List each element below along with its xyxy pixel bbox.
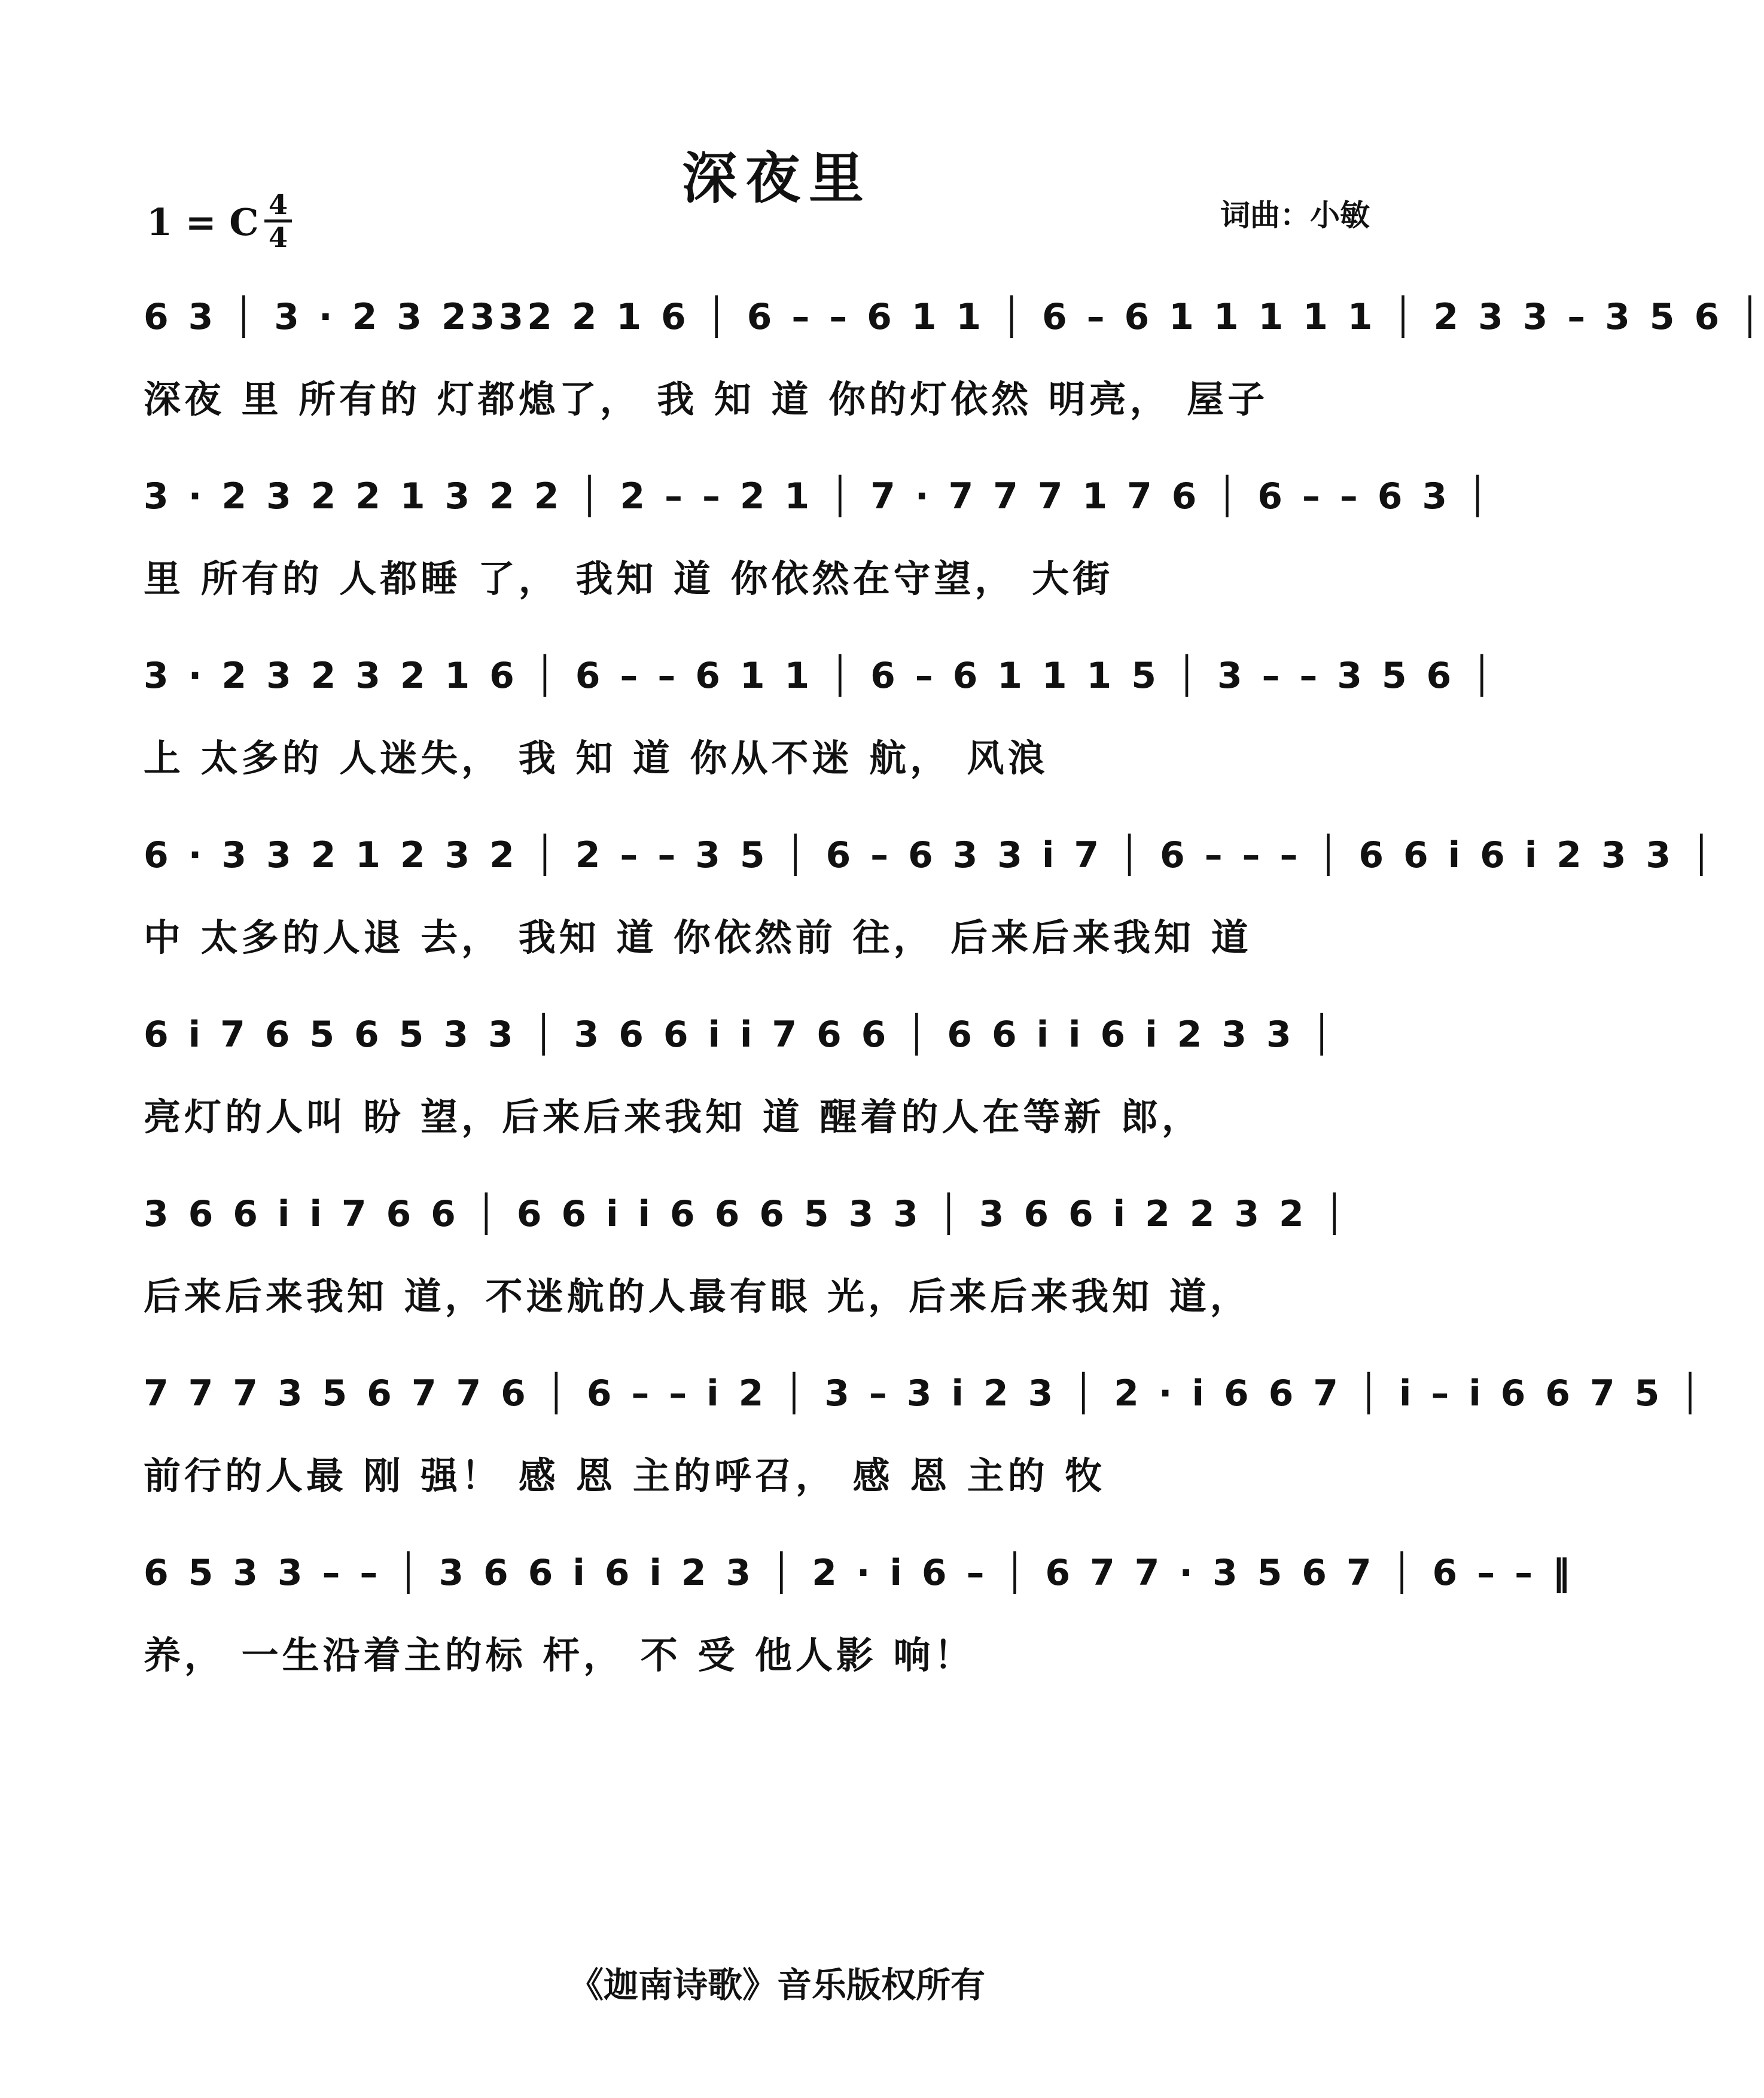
lyrics-line: 里 所有的 人都睡 了， 我知 道 你依然在守望， 大街 (144, 557, 1114, 600)
jianpu-notes: 7 7 7 3 5 6 7 7 6 │ 6 – – i 2 │ 3 – 3 i 2 3 │ 2 · i 6 6 7 │ i – i 6 6 7 5 │ (144, 1373, 1705, 1414)
lyrics-line: 后来后来我知 道，不迷航的人最有眼 光，后来后来我知 道， (144, 1274, 1251, 1318)
credit-line: 词曲：小敏 (1220, 198, 1370, 233)
key-signature: 1 = C (147, 200, 259, 244)
jianpu-notes: 3 · 2 3 2 2 1 3 2 2 │ 2 – – 2 1 │ 7 · 7 7 7 1 7 6 │ 6 – – 6 3 │ (144, 475, 1492, 517)
meter-bottom: 4 (268, 221, 288, 254)
jianpu-notes: 6 3 │ 3 · 2 3 2332 2 1 6 │ 6 – – 6 1 1 │ 6 – 6 1 1 1 1 1 │ 2 3 3 – 3 5 6 │ (144, 296, 1764, 338)
jianpu-notes: 3 · 2 3 2 3 2 1 6 │ 6 – – 6 1 1 │ 6 – 6 1 1 1 5 │ 3 – – 3 5 6 │ (144, 655, 1497, 697)
jianpu-notes: 3 6 6 i i 7 6 6 │ 6 6 i i 6 6 6 5 3 3 │ 3 6 6 i 2 2 3 2 │ (144, 1193, 1349, 1235)
lyrics-line: 中 太多的人退 去， 我知 道 你依然前 往， 后来后来我知 道 (144, 916, 1252, 959)
lyrics-line: 上 太多的 人迷失， 我 知 道 你从不迷 航， 风浪 (144, 736, 1049, 780)
lyrics-line: 前行的人最 刚 强！ 感 恩 主的呼召， 感 恩 主的 牧 (144, 1454, 1106, 1498)
jianpu-notes: 6 5 3 3 – – │ 3 6 6 i 6 i 2 3 │ 2 · i 6 – │ 6 7 7 · 3 5 6 7 │ 6 – – ‖ (144, 1552, 1574, 1594)
jianpu-notes: 6 i 7 6 5 6 5 3 3 │ 3 6 6 i i 7 6 6 │ 6 6 i i 6 i 2 3 3 │ (144, 1014, 1336, 1056)
lyrics-line: 养， 一生沿着主的标 杆， 不 受 他人影 响！ (144, 1633, 975, 1677)
meter-top: 4 (268, 188, 288, 221)
song-title: 深夜里 (681, 147, 872, 211)
lyrics-line: 亮灯的人叫 盼 望，后来后来我知 道 醒着的人在等新 郎， (144, 1095, 1202, 1139)
lyrics-line: 深夜 里 所有的 灯都熄了， 我 知 道 你的灯依然 明亮， 屋子 (144, 377, 1269, 421)
time-signature (263, 190, 293, 252)
jianpu-notes: 6 · 3 3 2 1 2 3 2 │ 2 – – 3 5 │ 6 – 6 3 3 i 7 │ 6 – – – │ 6 6 i 6 i 2 3 3 │ (144, 834, 1716, 876)
copyright-footer: 《迦南诗歌》音乐版权所有 (568, 1965, 985, 2005)
